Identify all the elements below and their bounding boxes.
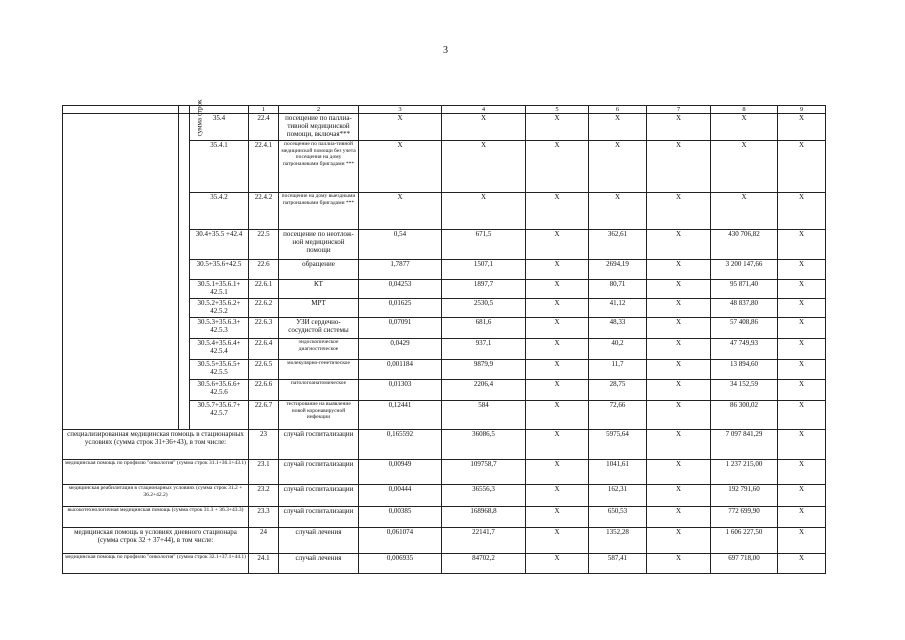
row-number: 23: [249, 430, 279, 460]
row-number: 22.6.6: [249, 380, 279, 401]
cell-c5: Х: [526, 507, 589, 528]
cell-c3: 0,54: [359, 230, 442, 260]
row-name: обращение: [279, 260, 359, 280]
table-row: [63, 460, 826, 485]
cell-c8: 1 606 227,50: [711, 528, 778, 554]
row-label: специализированная медицинская помощь в стационарных условиях (сумма строк 31+36+43), в том числе:: [63, 430, 249, 460]
cell-c5: Х: [526, 230, 589, 260]
row-unit: случай госпитализации: [279, 485, 359, 507]
row-label: медицинская помощь по профилю "онкология" (сумма строк 32.1+37.1+44.1): [63, 554, 249, 574]
cell-c4: 1507,1: [442, 260, 526, 280]
cell-c5: Х: [526, 114, 589, 141]
cell-c4: Х: [442, 114, 526, 141]
cell-c9: Х: [778, 430, 826, 460]
table-row: [63, 430, 826, 460]
cell-c8: 95 871,40: [711, 280, 778, 299]
row-name: тестирование на выявление новой коронавирусной инфекции: [279, 401, 359, 430]
cell-c8: 192 791,60: [711, 485, 778, 507]
cell-c3: 0,00385: [359, 507, 442, 528]
cell-c6: 650,53: [589, 507, 647, 528]
cell-c6: 362,61: [589, 230, 647, 260]
cell-c4: Х: [442, 141, 526, 193]
row-code: 30.5.2+35.6.2+ 42.5.2: [190, 299, 249, 318]
cell-c3: Х: [359, 141, 442, 193]
cell-c3: 0,006935: [359, 554, 442, 574]
cell-c7: Х: [647, 193, 711, 230]
cell-c6: Х: [589, 193, 647, 230]
cell-c9: Х: [778, 380, 826, 401]
row-label: медицинская помощь по профилю "онкология" (сумма строк 31.1+36.1+43.1): [63, 460, 249, 485]
cell-c5: Х: [526, 430, 589, 460]
table-row: [63, 528, 826, 554]
cell-c7: Х: [647, 280, 711, 299]
cell-c4: 2206,4: [442, 380, 526, 401]
row-code: 35.4.2: [190, 193, 249, 230]
cell-c3: 0,061074: [359, 528, 442, 554]
cell-c9: Х: [778, 230, 826, 260]
header-col-2: 2: [279, 106, 359, 114]
cell-c7: Х: [647, 141, 711, 193]
cell-c3: Х: [359, 114, 442, 141]
cell-c7: Х: [647, 430, 711, 460]
tariff-table: [62, 99, 826, 574]
cell-c9: Х: [778, 554, 826, 574]
cell-c4: 22141,7: [442, 528, 526, 554]
row-name: КТ: [279, 280, 359, 299]
header-col-7: 7: [647, 106, 711, 114]
cell-c6: 28,75: [589, 380, 647, 401]
cell-c6: 72,66: [589, 401, 647, 430]
cell-c8: 86 300,02: [711, 401, 778, 430]
cell-c4: 681,6: [442, 318, 526, 339]
cell-c3: 0,07091: [359, 318, 442, 339]
header-col-8: 8: [711, 106, 778, 114]
cell-c5: Х: [526, 280, 589, 299]
table-row: [63, 554, 826, 574]
cell-c7: Х: [647, 299, 711, 318]
row-number: 23.3: [249, 507, 279, 528]
row-name: патологоанатомическое: [279, 380, 359, 401]
row-code: 30.5.1+35.6.1+ 42.5.1: [190, 280, 249, 299]
cell-c8: 1 237 215,00: [711, 460, 778, 485]
page-number: 3: [443, 45, 448, 56]
cell-c9: Х: [778, 318, 826, 339]
cell-c5: Х: [526, 299, 589, 318]
cell-c5: Х: [526, 528, 589, 554]
cell-c4: 1897,7: [442, 280, 526, 299]
cell-c7: Х: [647, 528, 711, 554]
cell-c3: 0,00949: [359, 460, 442, 485]
row-code: 30.5.7+35.6.7+ 42.5.7: [190, 401, 249, 430]
cell-c7: Х: [647, 260, 711, 280]
cell-c8: 3 200 147,66: [711, 260, 778, 280]
cell-c5: Х: [526, 380, 589, 401]
cell-c9: Х: [778, 460, 826, 485]
row-name: МРТ: [279, 299, 359, 318]
row-name: посещение по неотлож-ной медицинской помощи: [279, 230, 359, 260]
cell-c4: 584: [442, 401, 526, 430]
cell-c4: 168968,8: [442, 507, 526, 528]
cell-c5: Х: [526, 260, 589, 280]
cell-c4: 2530,5: [442, 299, 526, 318]
cell-c8: 772 699,90: [711, 507, 778, 528]
cell-c3: 0,165592: [359, 430, 442, 460]
cell-c6: 5975,64: [589, 430, 647, 460]
row-label: медицинская реабилитация в стационарных условиях (сумма строк 31.2 + 36.2+42.2): [63, 485, 249, 507]
cell-c5: Х: [526, 318, 589, 339]
cell-c6: 587,41: [589, 554, 647, 574]
cell-c8: 57 408,86: [711, 318, 778, 339]
row-name: посещение на дому выездными патронажными бригадами ***: [279, 193, 359, 230]
row-unit: случай лечения: [279, 528, 359, 554]
header-row: [63, 106, 826, 114]
vertical-label-cell: [179, 99, 204, 430]
row-number: 22.4.1: [249, 141, 279, 193]
row-unit: случай госпитализации: [279, 430, 359, 460]
row-name: УЗИ сердечно-сосудистой системы: [279, 318, 359, 339]
cell-c7: Х: [647, 318, 711, 339]
cell-c7: Х: [647, 507, 711, 528]
row-name: посещение по паллиа-тивной медицинской помощи без учета посещения на дому патронажными бригадами ***: [279, 141, 359, 193]
cell-c6: 162,31: [589, 485, 647, 507]
cell-c7: Х: [647, 554, 711, 574]
cell-c6: 11,7: [589, 360, 647, 380]
cell-c9: Х: [778, 360, 826, 380]
cell-c3: 0,0429: [359, 339, 442, 360]
cell-c7: Х: [647, 460, 711, 485]
cell-c4: 36086,5: [442, 430, 526, 460]
row-code: 30.5.5+35.6.5+ 42.5.5: [190, 360, 249, 380]
cell-c9: Х: [778, 401, 826, 430]
cell-c5: Х: [526, 554, 589, 574]
cell-c5: Х: [526, 460, 589, 485]
row-name: посещение по паллиа-тивной медицинской помощи, включая***: [279, 114, 359, 141]
cell-c4: 937,1: [442, 339, 526, 360]
cell-c9: Х: [778, 485, 826, 507]
cell-c8: Х: [711, 193, 778, 230]
cell-c8: 13 894,60: [711, 360, 778, 380]
cell-c4: Х: [442, 193, 526, 230]
cell-c6: 80,71: [589, 280, 647, 299]
cell-c7: Х: [647, 401, 711, 430]
cell-c6: 1041,61: [589, 460, 647, 485]
row-number: 23.2: [249, 485, 279, 507]
cell-c6: 2694,19: [589, 260, 647, 280]
row-label: медицинская помощь в условиях дневного стационара (сумма строк 32 + 37+44), в том числе:: [63, 528, 249, 554]
cell-c7: Х: [647, 114, 711, 141]
row-code: 35.4: [190, 114, 249, 141]
header-col-6: 6: [589, 106, 647, 114]
row-number: 22.6.7: [249, 401, 279, 430]
cell-c9: Х: [778, 507, 826, 528]
row-label: высокотехнологичная медицинская помощь (сумма строк 31.3 + 36.3+43.3): [63, 507, 249, 528]
cell-c3: 0,00444: [359, 485, 442, 507]
cell-c9: Х: [778, 193, 826, 230]
row-name: молекулярно-генетическое: [279, 360, 359, 380]
cell-c3: 0,001184: [359, 360, 442, 380]
cell-c5: Х: [526, 485, 589, 507]
row-number: 22.6.4: [249, 339, 279, 360]
row-number: 24.1: [249, 554, 279, 574]
cell-c3: 1,7877: [359, 260, 442, 280]
cell-c5: Х: [526, 141, 589, 193]
row-code: 30.5+35.6+42.5: [190, 260, 249, 280]
header-col-9: 9: [778, 106, 826, 114]
cell-c8: 697 718,00: [711, 554, 778, 574]
row-number: 22.6.3: [249, 318, 279, 339]
cell-c7: Х: [647, 339, 711, 360]
cell-c7: Х: [647, 380, 711, 401]
row-code: 30.5.4+35.6.4+ 42.5.4: [190, 339, 249, 360]
cell-c8: 7 097 841,29: [711, 430, 778, 460]
cell-c6: 41,12: [589, 299, 647, 318]
cell-c6: Х: [589, 114, 647, 141]
row-number: 24: [249, 528, 279, 554]
cell-c4: 9879,9: [442, 360, 526, 380]
row-number: 22.6: [249, 260, 279, 280]
row-unit: случай лечения: [279, 554, 359, 574]
cell-c8: Х: [711, 114, 778, 141]
cell-c7: Х: [647, 230, 711, 260]
cell-c4: 36556,3: [442, 485, 526, 507]
cell-c6: 1352,28: [589, 528, 647, 554]
cell-c8: 47 749,93: [711, 339, 778, 360]
cell-c8: 48 837,80: [711, 299, 778, 318]
cell-c8: 430 706,82: [711, 230, 778, 260]
table-row: [63, 485, 826, 507]
cell-c8: Х: [711, 141, 778, 193]
header-col-4: 4: [442, 106, 526, 114]
cell-c9: Х: [778, 339, 826, 360]
cell-c4: 671,5: [442, 230, 526, 260]
cell-c5: Х: [526, 401, 589, 430]
row-number: 22.6.5: [249, 360, 279, 380]
header-col-3: 3: [359, 106, 442, 114]
row-number: 22.4.2: [249, 193, 279, 230]
cell-c3: 0,01625: [359, 299, 442, 318]
row-unit: случай госпитализации: [279, 507, 359, 528]
cell-c3: Х: [359, 193, 442, 230]
cell-c3: 0,04253: [359, 280, 442, 299]
blank-label-cell: [63, 114, 179, 430]
cell-c5: Х: [526, 193, 589, 230]
table-row: [63, 114, 826, 141]
row-number: 22.6.2: [249, 299, 279, 318]
cell-c6: 48,33: [589, 318, 647, 339]
row-code: 30.4+35.5 +42.4: [190, 230, 249, 260]
header-col-1: 1: [249, 106, 279, 114]
cell-c3: 0,01303: [359, 380, 442, 401]
cell-c7: Х: [647, 485, 711, 507]
cell-c9: Х: [778, 260, 826, 280]
cell-c3: 0,12441: [359, 401, 442, 430]
cell-c6: Х: [589, 141, 647, 193]
cell-c4: 109758,7: [442, 460, 526, 485]
vertical-label: сумма строк: [195, 99, 204, 137]
header-col-5: 5: [526, 106, 589, 114]
cell-c5: Х: [526, 339, 589, 360]
table-row: [63, 507, 826, 528]
cell-c4: 84702,2: [442, 554, 526, 574]
cell-c9: Х: [778, 114, 826, 141]
cell-c5: Х: [526, 360, 589, 380]
row-number: 22.4: [249, 114, 279, 141]
row-code: 30.5.6+35.6.6+ 42.5.6: [190, 380, 249, 401]
cell-c9: Х: [778, 528, 826, 554]
row-name: эндоскопическое диагностическое: [279, 339, 359, 360]
row-number: 23.1: [249, 460, 279, 485]
row-code: 30.5.3+35.6.3+ 42.5.3: [190, 318, 249, 339]
cell-c9: Х: [778, 280, 826, 299]
row-unit: случай госпитализации: [279, 460, 359, 485]
row-number: 22.6.1: [249, 280, 279, 299]
row-number: 22.5: [249, 230, 279, 260]
cell-c8: 34 152,59: [711, 380, 778, 401]
cell-c7: Х: [647, 360, 711, 380]
row-code: 35.4.1: [190, 141, 249, 193]
cell-c9: Х: [778, 141, 826, 193]
cell-c6: 40,2: [589, 339, 647, 360]
cell-c9: Х: [778, 299, 826, 318]
